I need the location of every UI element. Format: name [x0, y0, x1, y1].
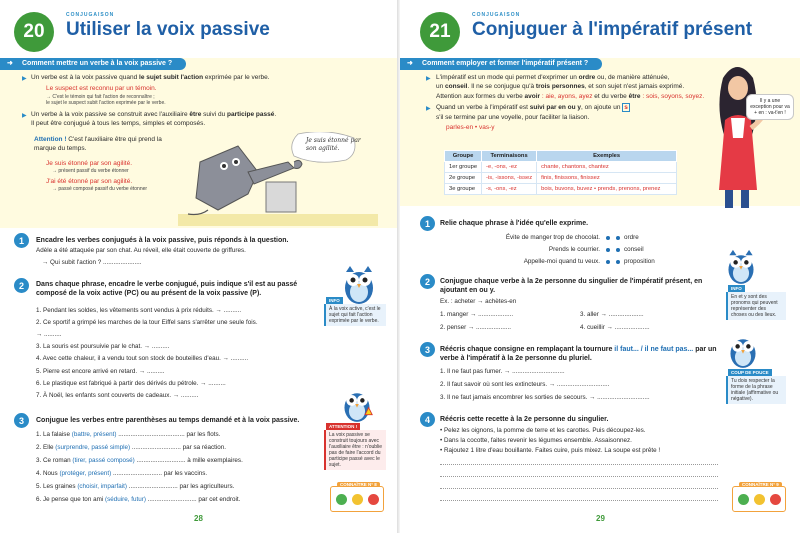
example-2: Je suis étonné par son agilité.	[46, 160, 132, 167]
exercise-3-line[interactable]: 3. Ce roman (tirer, passé composé) ............................ à mille exemplaires.	[36, 457, 243, 464]
match-dot[interactable]	[606, 236, 610, 240]
page-29	[400, 0, 800, 533]
tip-tag: COUP DE POUCE	[728, 369, 772, 376]
exercise-3-line[interactable]: 1. Il ne faut pas fumer. → ..............................	[440, 368, 565, 375]
example-3-note: → passé composé passif du verbe étonner	[52, 186, 148, 192]
exercise-2-line[interactable]: 4. Avec cette chaleur, il a vendu tout son stock de bouteilles d'eau. → ..........	[36, 355, 249, 362]
arrow-right-icon: ➜	[407, 60, 413, 67]
match-dot[interactable]	[616, 236, 620, 240]
alert-box: La voix passive se construit toujours avec l'auxiliaire être : n'oublie pas de faire l'accord du participe passé avec le sujet.	[324, 430, 386, 470]
match-left-item: Appelle-moi quand tu veux.	[523, 258, 600, 265]
example-3: J'ai été étonné par son agilité.	[46, 178, 133, 185]
table-row: 1er groupe -e, -ons, -ez chante, chantons, chantez	[445, 162, 677, 173]
progress-label: CONNAÎTRE N° 8	[337, 482, 380, 487]
progress-tracker	[732, 482, 786, 512]
attention-note: Attention ! C'est l'auxiliaire être qui prend la marque du temps.	[34, 136, 162, 152]
answer-line[interactable]	[440, 464, 718, 465]
rule-2-line-2: s'il se termine par une voyelle, pour faciliter la liaison.	[436, 114, 590, 121]
answer-line[interactable]	[440, 476, 718, 477]
bullet-arrow-icon: ▶	[22, 76, 27, 82]
bullet-arrow-icon: ▶	[426, 76, 431, 82]
teacher-illustration	[705, 58, 771, 208]
progress-tracker	[330, 482, 384, 512]
exercise-2-line[interactable]: 2. Ce sportif a grimpé les marches de la tour Eiffel sans s'arrêter une seule fois.	[36, 319, 258, 326]
exercise-2-line[interactable]: 2. penser → ....................	[440, 324, 512, 331]
exercise-1-answer-line[interactable]: → Qui subit l'action ? ......................	[42, 259, 142, 266]
exercise-4-line: • Dans la cocotte, faites revenir les légumes ensemble. Assaisonnez.	[440, 437, 632, 444]
neutral-face-icon[interactable]	[754, 494, 765, 505]
exercise-2-line[interactable]: 1. Pendant les soldes, les vêtements sont vendus à prix réduits. → ..........	[36, 307, 242, 314]
lesson-number-badge: 21	[420, 12, 460, 52]
arrow-right-icon: ➜	[7, 60, 13, 67]
match-dot[interactable]	[606, 260, 610, 264]
neutral-face-icon[interactable]	[352, 494, 363, 505]
lesson-number-badge: 20	[14, 12, 54, 52]
rule-2-example: parles-en • vas-y	[446, 124, 495, 131]
exercise-1-title: Relie chaque phrase à l'idée qu'elle exprime.	[440, 220, 589, 227]
exercise-2-line[interactable]: → ..........	[36, 331, 62, 338]
lesson-header: ➜ Comment mettre un verbe à la voix passive ?	[0, 58, 186, 70]
example-1-note-1: → C'est le témoin qui fait l'action de reconnaître ;	[46, 94, 155, 100]
exercise-2-line[interactable]: 3. La souris est poursuivie par le chat. → ..........	[36, 343, 170, 350]
column-header: Terminaisons	[482, 151, 537, 162]
example-1: Le suspect est reconnu par un témoin.	[46, 85, 157, 92]
exercise-3-line[interactable]: 4. Nous (protéger, présent) ............................ par les vaccins.	[36, 470, 208, 477]
exercise-2-title: Conjugue chaque verbe à la 2e personne du singulier de l'impératif présent, en ajoutant en ou y.	[440, 278, 703, 294]
exercise-1-number: 1	[420, 216, 435, 231]
rule-1-line-3: Attention aux formes du verbe avoir : aie, ayons, ayez et du verbe être : sois, soyons, soyez.	[436, 93, 705, 100]
exercise-3-line[interactable]: 5. Les graines (choisir, imparfait) ............................ par les agriculteurs.	[36, 483, 235, 490]
info-tag: INFO	[728, 285, 745, 292]
exercise-3-line[interactable]: 2. Il faut savoir où sont les extincteurs. → ..............................	[440, 381, 610, 388]
rule-1: L'impératif est un mode qui permet d'exprimer un ordre ou, de manière atténuée,	[436, 74, 670, 81]
match-left-item: Prends le courrier.	[548, 246, 600, 253]
exercise-1-number: 1	[14, 233, 29, 248]
owl-tip-icon	[726, 330, 760, 370]
lesson-box	[0, 58, 400, 228]
exercise-3-line[interactable]: 2. Elle (surprendre, passé simple) ............................ par sa réaction.	[36, 444, 227, 451]
progress-label: CONNAÎTRE N° 9	[739, 482, 782, 487]
match-left-item: Évite de manger trop de chocolat.	[505, 234, 600, 241]
exercise-2-line[interactable]: 1. manger → ....................	[440, 311, 514, 318]
tip-box: Tu dois respecter la forme de la phrase initiale (affirmative ou négative).	[726, 376, 786, 404]
rule-1: Un verbe est à la voix passive quand le sujet subit l'action exprimée par le verbe.	[31, 74, 270, 81]
rule-2-line-2: Il peut être conjugué à tous les temps, simples et composés.	[31, 120, 206, 127]
exercise-1-text: Adèle a été attaquée par son chat. Au réveil, elle était couverte de griffures.	[36, 247, 246, 254]
conjugation-table	[444, 150, 677, 195]
page-title: Utiliser la voix passive	[66, 19, 270, 40]
cartoon-speech-bubble: Je suis étonné par son agilité.	[306, 137, 361, 152]
bullet-arrow-icon: ▶	[22, 113, 27, 119]
info-tag: INFO	[326, 297, 343, 304]
happy-face-icon[interactable]	[336, 494, 347, 505]
lesson-header: ➜ Comment employer et former l'impératif présent ?	[400, 58, 602, 70]
match-right-item: proposition	[624, 258, 655, 265]
table-row: 3e groupe -s, -ons, -ez bois, buvons, buvez • prends, prenons, prenez	[445, 184, 677, 195]
exercise-2-line[interactable]: 6. Le plastique est fabriqué à partir des dérivés du pétrole. → ..........	[36, 380, 226, 387]
exercise-1-title: Encadre les verbes conjugués à la voix passive, puis réponds à la question.	[36, 237, 289, 244]
exercise-2-line[interactable]: 4. cueillir → ....................	[580, 324, 650, 331]
match-right-item: ordre	[624, 234, 639, 241]
rule-1-line-2: un conseil. Il ne se conjugue qu'à trois personnes, et son sujet n'est jamais exprimé.	[436, 83, 685, 90]
rule-2: Quand un verbe à l'impératif est suivi par en ou y, on ajoute un s	[436, 104, 628, 111]
section-kicker: CONJUGAISON	[66, 12, 115, 18]
exercise-4-line: • Pelez les oignons, la pomme de terre et les carottes. Puis découpez-les.	[440, 427, 646, 434]
match-dot[interactable]	[616, 248, 620, 252]
speech-bubble: Il y a une exception pour va + en : va-t'en !	[746, 94, 794, 120]
exercise-2-example: Ex. : acheter → achètes-en	[440, 298, 517, 305]
exercise-3-title: Réécris chaque consigne en remplaçant la tournure il faut... / il ne faut pas... par un verbe à l'impératif à la 2e personne du pluriel.	[440, 346, 717, 362]
match-dot[interactable]	[606, 248, 610, 252]
example-2-note: → présent passif du verbe étonner	[52, 168, 129, 174]
exercise-3-line[interactable]: 3. Il ne faut jamais encombrer les sorties de secours. → ..............................	[440, 394, 650, 401]
bullet-arrow-icon: ▶	[426, 106, 431, 112]
exercise-3-line[interactable]: 6. Je pense que ton ami (séduire, futur) ............................ par cet endroit.	[36, 496, 241, 503]
example-1-note-2: le sujet le suspect subit l'action exprimée par le verbe.	[46, 100, 166, 106]
page-number: 28	[194, 514, 203, 523]
happy-face-icon[interactable]	[738, 494, 749, 505]
exercise-2-line[interactable]: 5. Pierre est encore arrivé en retard. → ..........	[36, 368, 165, 375]
sad-face-icon[interactable]	[770, 494, 781, 505]
exercise-3-number: 3	[14, 413, 29, 428]
table-header-row	[445, 151, 677, 162]
exercise-2-number: 2	[420, 274, 435, 289]
sad-face-icon[interactable]	[368, 494, 379, 505]
section-kicker: CONJUGAISON	[472, 12, 521, 18]
owl-mascot-icon	[724, 246, 758, 286]
exercise-4-number: 4	[420, 412, 435, 427]
info-box: En et y sont des pronoms qui peuvent représenter des choses ou des lieux.	[726, 292, 786, 320]
page-title: Conjuguer à l'impératif présent	[472, 19, 753, 40]
column-header: Groupe	[445, 151, 482, 162]
rule-2: Un verbe à la voix passive se construit avec l'auxiliaire être suivi du participe passé.	[31, 111, 277, 118]
exercise-3-title: Conjugue les verbes entre parenthèses au temps demandé et à la voix passive.	[36, 417, 300, 424]
info-box: À la voix active, c'est le sujet qui fait l'action exprimée par le verbe.	[324, 304, 386, 326]
owl-alert-icon	[340, 384, 374, 424]
answer-line[interactable]	[440, 500, 718, 501]
exercise-2-number: 2	[14, 278, 29, 293]
exercise-2-line[interactable]: 3. aller → ....................	[580, 311, 644, 318]
owl-mascot-icon	[340, 262, 378, 306]
table-row: 2e groupe -is, -issons, -issez finis, finissons, finissez	[445, 173, 677, 184]
column-header: Exemples	[537, 151, 677, 162]
exercise-2-line[interactable]: 7. À Noël, les enfants sont couverts de cadeaux. → ..........	[36, 392, 199, 399]
exercise-4-line: • Rajoutez 1 litre d'eau bouillante. Faites cuire, puis mixez. La soupe est prête !	[440, 447, 661, 454]
exercise-3-line[interactable]: 1. La falaise (battre, présent) ...................................... par les flots.	[36, 431, 221, 438]
answer-line[interactable]	[440, 488, 718, 489]
match-dot[interactable]	[616, 260, 620, 264]
exercise-4-title: Réécris cette recette à la 2e personne du singulier.	[440, 416, 609, 423]
exercise-2-title: Dans chaque phrase, encadre le verbe conjugué, puis indique s'il est au passé composé de la voix active (PC) ou au présent de la voix passive (P).	[36, 281, 298, 297]
match-right-item: conseil	[624, 246, 644, 253]
exercise-3-number: 3	[420, 342, 435, 357]
alert-tag: ATTENTION !	[326, 423, 360, 430]
page-number: 29	[596, 514, 605, 523]
